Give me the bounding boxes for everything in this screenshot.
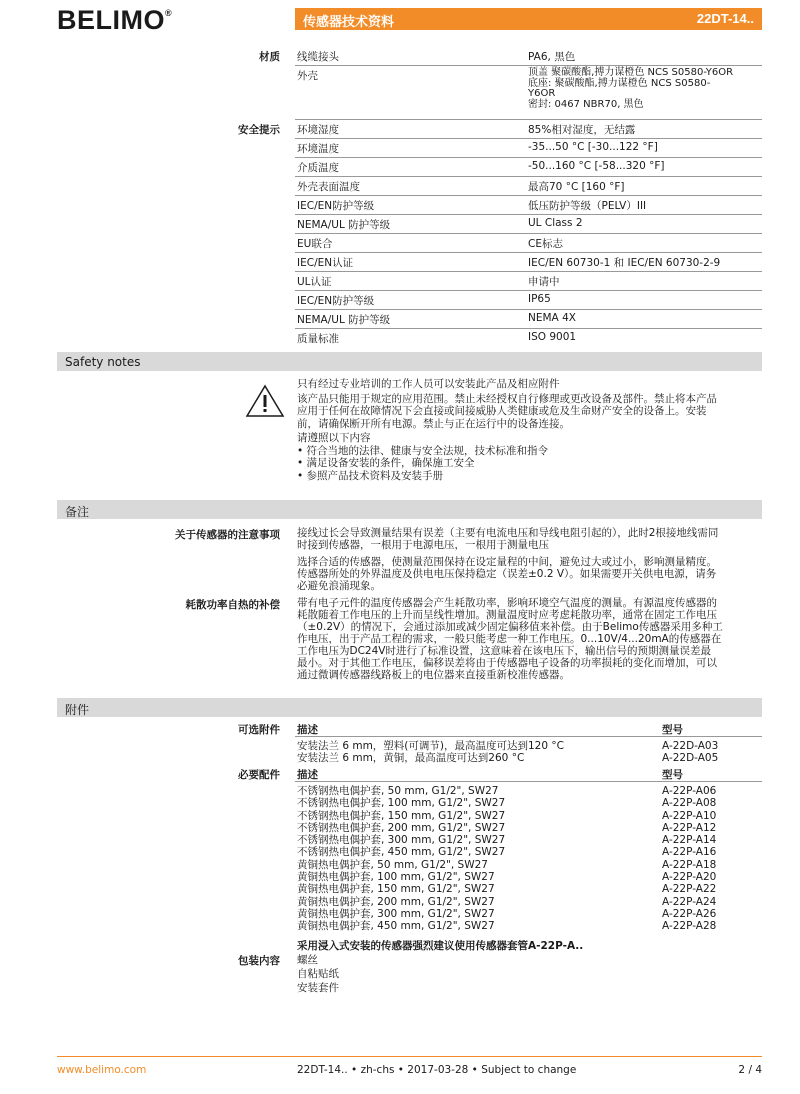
desc-header: 描述 — [297, 769, 318, 781]
desc-header: 描述 — [297, 724, 318, 736]
spec-row: NEMA/UL 防护等级 NEMA 4X — [295, 310, 762, 329]
package-list: 螺丝 自粘贴纸 安装套件 — [297, 954, 339, 994]
notes-p1: 接线过长会导致测量结果有误差（主要有电流电压和导线电阻引起的），此时2根接地线需同 时接到传感器，一根用于电源电压，一根用于测量电压 — [297, 527, 719, 551]
footer-rule — [57, 1056, 762, 1057]
warning-icon — [245, 384, 285, 418]
spec-row: IEC/EN认证 IEC/EN 60730-1 和 IEC/EN 60730-2-9 — [295, 253, 762, 272]
spec-row: IEC/EN防护等级 IP65 — [295, 291, 762, 310]
spec-row: NEMA/UL 防护等级 UL Class 2 — [295, 215, 762, 234]
type-header: 型号 — [662, 724, 683, 736]
section-accessories: 附件 — [57, 698, 762, 717]
page-number: 2 / 4 — [738, 1064, 762, 1076]
spec-row: 环境湿度 85%相对湿度，无结露 — [295, 120, 762, 139]
spec-row: UL认证 申请中 — [295, 272, 762, 291]
divider — [295, 736, 762, 737]
type-header: 型号 — [662, 769, 683, 781]
safety-text: 只有经过专业培训的工作人员可以安装此产品及相应附件 该产品只能用于规定的应用范围。禁止未经授权自行修理或更改设备及部件。禁止将本产品 应用于任何在故障情况下会直接或间接威胁人类健康或危及生命财产安全的设备上。安装 前，请确保断开所有电源。禁止与正在运行中的设备连接。 请遵照以下内容 • 符合当地的法律、健康与安全法规，技术标准和指令 • 满足设备安装的条件，确保施工安全 • 参照产品技术资料及安装手册 — [297, 378, 717, 482]
spec-row: 环境温度 -35...50 °C [-30...122 °F] — [295, 139, 762, 158]
title-banner — [295, 8, 762, 30]
section-notes: 备注 — [57, 500, 762, 519]
notes-label-compensation: 耗散功率自热的补偿 — [185, 599, 280, 611]
notes-label-sensor: 关于传感器的注意事项 — [175, 529, 280, 541]
divider — [295, 781, 762, 782]
safety-label: 安全提示 — [238, 124, 280, 136]
notes-p3: 带有电子元件的温度传感器会产生耗散功率，影响环境空气温度的测量。有源温度传感器的 耗散随着工作电压的上升而呈线性增加。测量温度时应考虑耗散功率，通常在固定工作电压 （±0.2V）的情况下，会通过添加或减少固定偏移值来补偿。由于Belimo传感器采用多种工 作电压，出于产品工程的需求，一般只能考虑一种工作电压。0...10V/4...20mA的传感器在 工作电压为DC24V时进行了标准设置，这意味着在该电压下，输出信号的预期测量误差最 最小。对于其他工作电压，偏移误差将由于传感器电子设备的功率损耗的变化而增加，可以 通过微调传感器线路板上的电位器来直接重新校准传感器。 — [297, 597, 723, 681]
section-safety-notes: Safety notes — [57, 352, 762, 371]
optional-label: 可选附件 — [238, 724, 280, 736]
doc-code: 22DT-14.. — [696, 11, 754, 26]
package-label: 包装内容 — [238, 955, 280, 967]
belimo-logo: BELIMO® — [57, 5, 173, 35]
spec-row: 外壳表面温度 最高70 °C [160 °F] — [295, 177, 762, 196]
doc-title: 传感器技术资料 — [303, 15, 395, 30]
footer-url[interactable]: www.belimo.com — [57, 1064, 147, 1076]
spec-row: 介质温度 -50...160 °C [-58...320 °F] — [295, 158, 762, 177]
footer-doc-info: 22DT-14.. • zh-chs • 2017-03-28 • Subject to change — [297, 1064, 577, 1076]
optional-desc-list: 安装法兰 6 mm，塑料(可调节)，最高温度可达到120 °C 安装法兰 6 mm，黄铜，最高温度可达到260 °C — [297, 740, 564, 765]
recommend-note: 采用浸入式安装的传感器强烈建议使用传感器套管A-22P-A.. — [297, 940, 584, 952]
spec-row: EU联合 CE标志 — [295, 234, 762, 253]
required-label: 必要配件 — [238, 769, 280, 781]
spec-row: IEC/EN防护等级 低压防护等级（PELV）III — [295, 196, 762, 215]
spec-row: 质量标准 ISO 9001 — [297, 331, 577, 345]
required-desc-list: 不锈钢热电偶护套, 50 mm, G1/2", SW27 不锈钢热电偶护套, 100 mm, G1/2", SW27 不锈钢热电偶护套, 150 mm, G1/2", SW27 不锈钢热电偶护套, 200 mm, G1/2", SW27 不锈钢热电偶护套, 300 mm, G1/2", SW27 不锈钢热电偶护套, 450 mm, G1/2", SW27 黄铜热电偶护套, 50 mm, G1/2", SW27 黄铜热电偶护套, 100 mm, G1/2", SW27 黄铜热电偶护套, 150 mm, G1/2", SW27 黄铜热电偶护套, 200 mm, G1/2", SW27 黄铜热电偶护套, 300 mm, G1/2", SW27 黄铜热电偶护套, 450 mm, G1/2", SW27 — [297, 785, 506, 933]
spec-row: 外壳 顶盖 聚碳酸酯,搏力谋橙色 NCS S0580-Y6OR 底座: 聚碳酸酯,搏力谋橙色 NCS S0580- Y6OR 密封: 0467 NBR70, 黑色 — [295, 66, 762, 120]
notes-p2: 选择合适的传感器，使测量范围保持在设定量程的中间，避免过大或过小，影响测量精度。 传感器所处的外界温度及供电电压保持稳定（误差±0.2 V）。如果需要开关供电电源，请务 必避免浪涌现象。 — [297, 556, 717, 592]
required-type-list: A-22P-A06 A-22P-A08 A-22P-A10 A-22P-A12 A-22P-A14 A-22P-A16 A-22P-A18 A-22P-A20 A-22P-A22 A-22P-A24 A-22P-A26 A-22P-A28 — [662, 785, 717, 933]
spec-row: 线缆接头 PA6, 黑色 — [295, 47, 762, 66]
material-label: 材质 — [259, 51, 280, 63]
optional-type-list: A-22D-A03 A-22D-A05 — [662, 740, 719, 765]
